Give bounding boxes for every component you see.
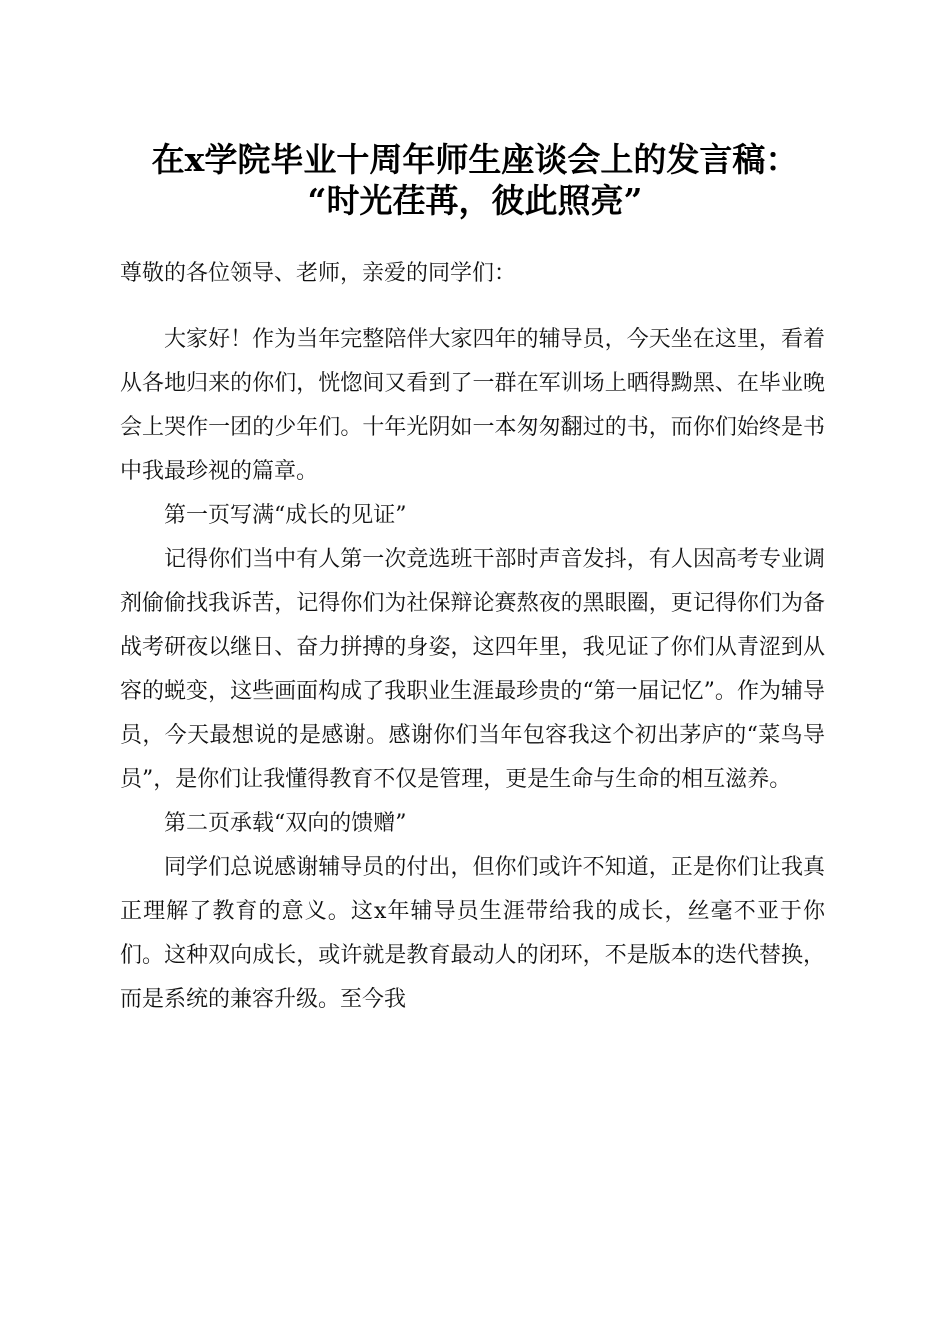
paragraph-mutual-gift: 同学们总说感谢辅导员的付出，但你们或许不知道，正是你们让我真正理解了教育的意义。这x年辅导员生涯带给我的成长，丝毫不亚于你们。这种双向成长，或许就是教育最动人的闭环，不是版本的迭代替换，而是系统的兼容升级。至今我: [120, 855, 825, 1012]
paragraph-growth: 记得你们当中有人第一次竞选班干部时声音发抖，有人因高考专业调剂偷偷找我诉苦，记得你们为社保辩论赛熬夜的黑眼圈，更记得你们为备战考研夜以继日、奋力拼搏的身姿，这四年里，我见证了你们从青涩到从容的蜕变，这些画面构成了我职业生涯最珍贵的“第一届记忆”。作为辅导员，今天最想说的是感谢。感谢你们当年包容我这个初出茅庐的“菜鸟导员”，是你们让我懂得教育不仅是管理，更是生命与生命的相互滋养。: [120, 547, 825, 792]
document-title-line-2: “时光荏苒，彼此照亮”: [307, 181, 643, 220]
section-heading-1: 第一页写满“成长的见证”: [164, 503, 407, 528]
section-heading-2: 第二页承载“双向的馈赠”: [164, 811, 407, 836]
document-body: [120, 318, 825, 1022]
salutation: 尊敬的各位领导、老师，亲爱的同学们：: [120, 261, 517, 286]
document-title-line-1: 在x学院毕业十周年师生座谈会上的发言稿：: [151, 140, 799, 179]
paragraph-greeting: 大家好！作为当年完整陪伴大家四年的辅导员，今天坐在这里，看着从各地归来的你们，恍惚间又看到了一群在军训场上晒得黝黑、在毕业晚会上哭作一团的少年们。十年光阴如一本匆匆翻过的书，而你们始终是书中我最珍视的篇章。: [120, 327, 825, 484]
